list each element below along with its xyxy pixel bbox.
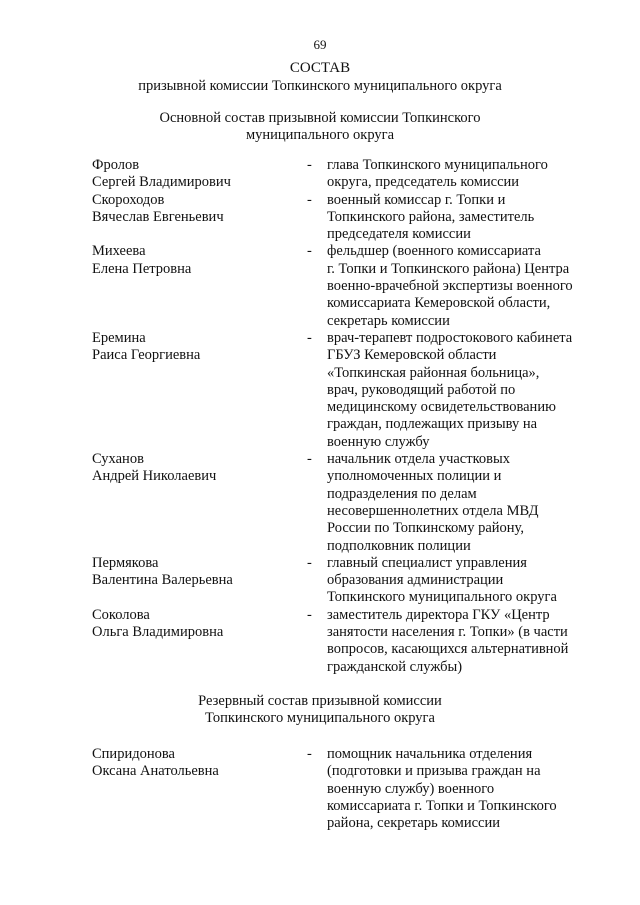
member-role-line: фельдшер (военного комиссариата [327, 243, 541, 260]
member-name [92, 192, 292, 227]
member-role-line: военно-врачебной экспертизы военного [327, 278, 573, 295]
member-given-names: Елена Петровна [92, 260, 192, 277]
member-entry [0, 330, 640, 451]
member-role [327, 243, 597, 329]
member-role [327, 330, 597, 451]
member-role-line: военную службу [327, 433, 430, 450]
member-surname: Скороходов [92, 191, 165, 208]
member-role-line: образования администрации [327, 572, 504, 589]
page-number: 69 [313, 37, 327, 52]
member-dash: - [307, 451, 312, 468]
member-surname: Пермякова [92, 554, 159, 571]
member-role-line: граждан, подлежащих призыву на [327, 416, 538, 433]
main-section-heading [0, 110, 640, 145]
reserve-section-heading [0, 693, 640, 728]
member-role-line: гражданской службы) [327, 658, 463, 675]
member-role-line: уполномоченных полиции и [327, 468, 502, 485]
member-role-line: несовершеннолетних отдела МВД [327, 502, 539, 519]
member-role-line: комиссариата г. Топки и Топкинского [327, 797, 557, 814]
member-dash: - [307, 157, 312, 173]
member-role-line: председателя комиссии [327, 226, 471, 243]
member-role-line: помощник начальника отделения [327, 746, 533, 762]
member-role [327, 157, 597, 192]
member-role-line: комиссариата Кемеровской области, [327, 295, 551, 312]
member-name [92, 607, 292, 642]
member-role-line: округа, председатель комиссии [327, 174, 520, 191]
member-entry [0, 451, 640, 555]
member-role-line: вопросов, касающихся альтернативной [327, 641, 569, 658]
member-dash: - [307, 243, 312, 260]
member-name [92, 555, 292, 590]
member-role-line: «Топкинская районная больница», [327, 364, 540, 381]
member-given-names: Ольга Владимировна [92, 624, 224, 641]
member-given-names: Валентина Валерьевна [92, 572, 233, 589]
member-name [92, 243, 292, 278]
member-dash: - [307, 746, 312, 762]
member-role [327, 607, 597, 676]
member-role [327, 746, 597, 832]
member-role-line: района, секретарь комиссии [327, 815, 500, 832]
member-role-line: занятости населения г. Топки» (в части [327, 624, 568, 641]
member-role-line: медицинскому освидетельствованию [327, 399, 556, 416]
member-name [92, 451, 292, 486]
member-role-line: Топкинского района, заместитель [327, 208, 535, 225]
member-surname: Спиридонова [92, 746, 175, 762]
member-given-names: Сергей Владимирович [92, 174, 231, 191]
member-role-line: заместитель директора ГКУ «Центр [327, 606, 550, 623]
member-surname: Фролов [92, 157, 140, 173]
heading-line: Резервный состав призывной комиссии [198, 693, 442, 709]
heading-line: Основной состав призывной комиссии Топкинского [159, 110, 481, 126]
member-surname: Михеева [92, 243, 146, 260]
member-role-line: военный комиссар г. Топки и [327, 191, 506, 208]
member-entry [0, 243, 640, 329]
reserve-members-list [0, 746, 640, 832]
member-role-line: Топкинского муниципального округа [327, 589, 557, 606]
member-role-line: секретарь комиссии [327, 312, 450, 329]
member-entry [0, 746, 640, 832]
member-role [327, 192, 597, 244]
member-role [327, 451, 597, 555]
member-role-line: ГБУЗ Кемеровской области [327, 347, 497, 364]
member-role-line: России по Топкинскому району, [327, 520, 524, 537]
member-dash: - [307, 191, 312, 208]
document-title: СОСТАВ [289, 60, 351, 76]
member-name [92, 746, 292, 781]
member-role-line: врач-терапевт подростокового кабинета [327, 329, 573, 346]
member-given-names: Андрей Николаевич [92, 468, 217, 485]
member-role-line: подполковник полиции [327, 537, 471, 554]
member-entry [0, 192, 640, 244]
member-given-names: Оксана Анатольевна [92, 763, 219, 780]
document-subtitle: призывной комиссии Топкинского муниципального округа [138, 78, 502, 94]
member-name [92, 157, 292, 192]
member-surname: Суханов [92, 451, 144, 468]
member-role-line: подразделения по делам [327, 485, 477, 502]
member-role [327, 555, 597, 607]
member-entry [0, 555, 640, 607]
member-name [92, 330, 292, 365]
member-role-line: начальник отдела участковых [327, 451, 510, 468]
member-entry [0, 157, 640, 192]
member-role-line: г. Топки и Топкинского района) Центра [327, 260, 570, 277]
member-role-line: (подготовки и призыва граждан на [327, 763, 541, 780]
member-entry [0, 607, 640, 676]
main-members-list [0, 157, 640, 676]
heading-line: муниципального округа [245, 127, 395, 144]
member-given-names: Вячеслав Евгеньевич [92, 208, 224, 225]
member-surname: Еремина [92, 329, 146, 346]
member-surname: Соколова [92, 606, 150, 623]
member-dash: - [307, 329, 312, 346]
member-dash: - [307, 606, 312, 623]
member-given-names: Раиса Георгиевна [92, 347, 201, 364]
heading-line: Топкинского муниципального округа [205, 710, 435, 727]
member-role-line: военную службу) военного [327, 780, 495, 797]
member-role-line: глава Топкинского муниципального [327, 157, 548, 173]
member-role-line: врач, руководящий работой по [327, 381, 516, 398]
member-role-line: главный специалист управления [327, 554, 527, 571]
member-dash: - [307, 554, 312, 571]
